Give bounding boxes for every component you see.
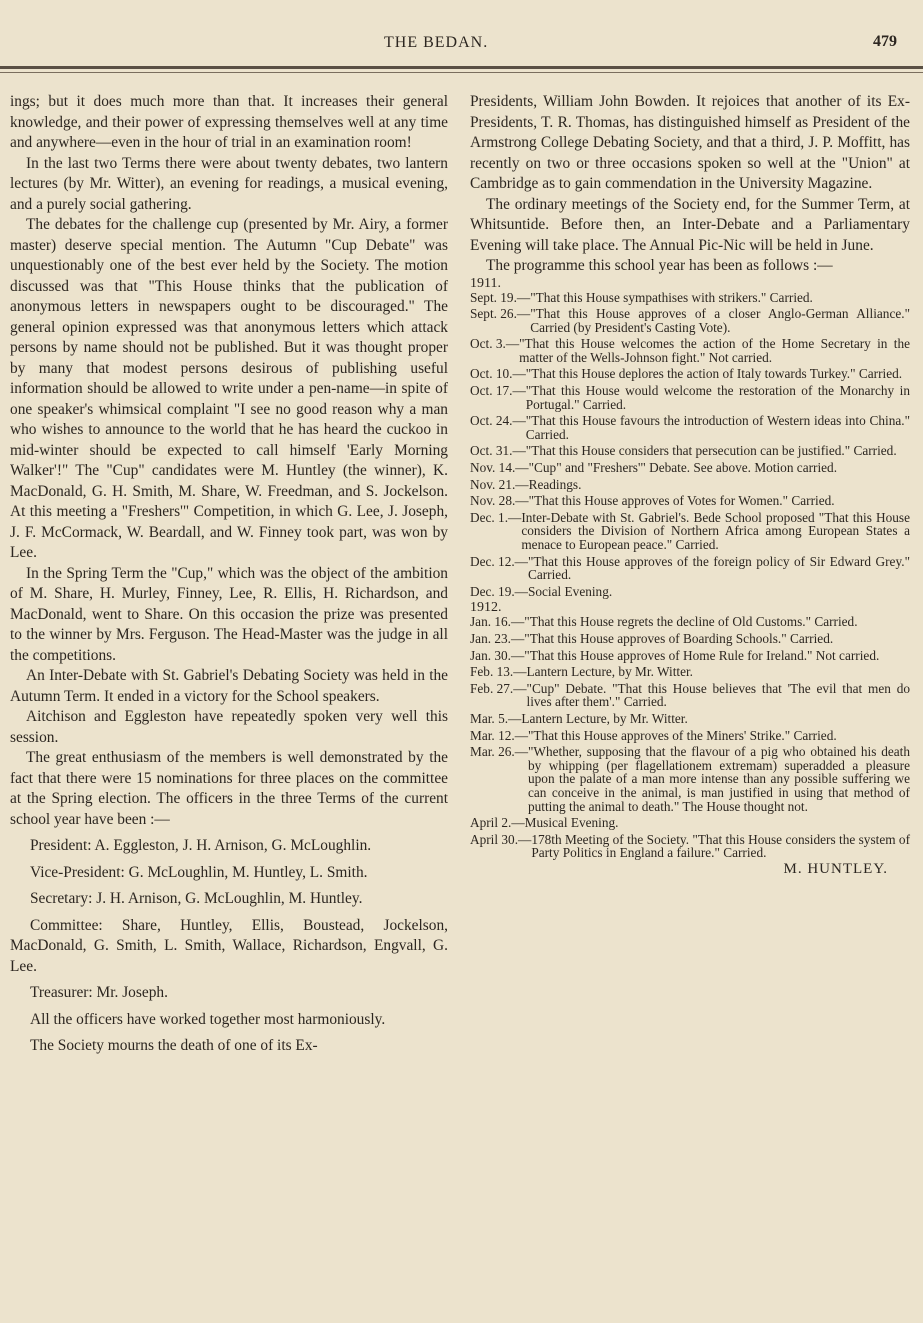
officer-committee: Committee: Share, Huntley, Ellis, Boustead, Jockelson, MacDonald, G. Smith, L. Smith, Wallace, Richardson, Engvall, G. Lee. [10, 916, 448, 975]
entry-date: Oct. 10.— [470, 366, 526, 382]
programme-entry [470, 367, 910, 381]
officer-president: President: A. Eggleston, J. H. Arnison, G. McLoughlin. [30, 837, 372, 854]
entry-date: Nov. 28.— [470, 493, 529, 509]
paragraph: An Inter-Debate with St. Gabriel's Debating Society was held in the Autumn Term. It ended in a victory for the School speakers. [10, 667, 448, 705]
entry-date: Sept. 26.— [470, 306, 531, 322]
entry-text: "Cup" Debate. "That this House believes that 'The evil that men do lives after them'." Carried. [526, 680, 910, 710]
entry-text: "That this House would welcome the restoration of the Monarchy in Portugal." Carried. [525, 383, 910, 412]
programme-entry [470, 615, 910, 629]
programme-entry [470, 649, 910, 663]
programme-entry [470, 682, 910, 709]
entry-date: Oct. 24.— [470, 413, 526, 429]
entry-date: Sept. 19.— [470, 289, 531, 305]
entry-date: April 30.— [470, 831, 532, 847]
entry-date: Jan. 16.— [470, 614, 525, 630]
right-column [470, 92, 910, 878]
programme-entry [470, 337, 910, 364]
programme-entry [470, 665, 910, 679]
signature: M. HUNTLEY. [783, 860, 888, 877]
entry-text: "That this House approves of a closer Anglo-German Alliance." Carried (by President's Casting Vote). [530, 306, 910, 335]
entry-date: Dec. 12.— [470, 553, 528, 569]
entry-text: "That this House regrets the decline of Old Customs." Carried. [524, 614, 858, 630]
running-title: THE BEDAN. [384, 34, 489, 51]
entry-date: Dec. 19.— [470, 583, 528, 599]
entry-text: "That this House approves of Boarding Schools." Carried. [524, 630, 834, 646]
programme-entry [470, 384, 910, 411]
programme-entry [470, 478, 910, 492]
entry-date: Oct. 17.— [470, 383, 526, 399]
programme-entry [470, 833, 910, 860]
entry-text: Lantern Lecture, by Mr. Witter. [526, 664, 693, 680]
entry-text: Readings. [528, 476, 582, 492]
entry-date: Jan. 23.— [470, 630, 525, 646]
officer-vice-president: Vice-President: G. McLoughlin, M. Huntley, L. Smith. [30, 863, 368, 881]
programme-entry [470, 291, 910, 305]
programme-entry [470, 444, 910, 458]
officer-treasurer: Treasurer: Mr. Joseph. [30, 984, 168, 1001]
paragraph: The debates for the challenge cup (presented by Mr. Airy, a former master) deserve special mention. The Autumn "Cup Debate" was unquestionably one of the best ever held by the Society. The motion discussed was that "This House thinks that the publication of anonymous letters in newspapers ought to be discouraged." The general opinion expressed was that anonymous letters which attack persons by name should not be published. But it was thought proper by many that modest persons desirous of publishing useful information should be allowed to write under a pen-name—in spite of one speaker's whimsical complaint "I see no good reason why a man who wishes to announce to the world that he has heard the cuckoo in mid-winter should be expected to call himself 'Early Morning Walker'!" The "Cup" candidates were M. Huntley (the winner), K. MacDonald, G. H. Smith, M. Share, W. Freedman, and S. Jockelson. At this meeting a "Freshers'" Competition, in which G. Lee, J. Joseph, J. F. McCormack, W. Beardall, and W. Finney took part, was won by Lee. [10, 216, 448, 561]
programme-entry [470, 816, 910, 830]
entry-date: April 2.— [470, 815, 525, 831]
entry-text: "That this House considers that persecution can be justified." Carried. [525, 443, 897, 459]
paragraph: The programme this school year has been as follows :— [486, 257, 833, 274]
paragraph: In the last two Terms there were about twenty debates, two lantern lectures (by Mr. Witter), an evening for readings, a musical evening, and a purely social gathering. [10, 154, 448, 213]
programme-entry [470, 461, 910, 475]
entry-text: "That this House welcomes the action of the Home Secretary in the matter of the Wells-Johnson fight." Not carried. [519, 336, 910, 365]
programme-entry [470, 307, 910, 334]
officer-secretary: Secretary: J. H. Arnison, G. McLoughlin, M. Huntley. [30, 890, 363, 907]
entry-date: Nov. 21.— [470, 476, 529, 492]
entry-date: Mar. 5.— [470, 710, 522, 726]
entry-date: Feb. 13.— [470, 664, 527, 680]
programme-year: 1912. [470, 600, 502, 616]
entry-date: Nov. 14.— [470, 460, 529, 476]
header-rule [0, 66, 923, 69]
entry-text: "That this House favours the introduction of Western ideas into China." Carried. [525, 413, 910, 442]
entry-date: Feb. 27.— [470, 680, 527, 696]
entry-date: Mar. 12.— [470, 727, 528, 743]
left-column [10, 92, 448, 1057]
entry-date: Dec. 1.— [470, 509, 522, 525]
programme-entry [470, 585, 910, 599]
programme-entry [470, 745, 910, 813]
paragraph: Presidents, William John Bowden. It rejoices that another of its Ex-Presidents, T. R. Thomas, has distinguished himself as President of the Armstrong College Debating Society, and that a third, J. P. Moffitt, has recently on two or three occasions spoken so well at the "Union" at Cambridge as to gain commendation in the University Magazine. [470, 93, 910, 192]
entry-text: "That this House approves of Home Rule for Ireland." Not carried. [524, 647, 880, 663]
entry-text: "That this House approves of Votes for Women." Carried. [528, 493, 835, 509]
entry-text: "That this House deplores the action of Italy towards Turkey." Carried. [525, 366, 903, 382]
paragraph: The ordinary meetings of the Society end, for the Summer Term, at Whitsuntide. Before then, an Inter-Debate and a Parliamentary Evening will take place. The Annual Pic-Nic will be held in June. [470, 195, 910, 254]
programme-1912 [470, 601, 910, 860]
programme-entry [470, 729, 910, 743]
entry-text: 178th Meeting of the Society. "That this House considers the system of Party Politics in England a failure." Carried. [531, 831, 910, 861]
entry-text: "That this House approves of the Miners' Strike." Carried. [528, 727, 837, 743]
programme-year: 1911. [470, 275, 501, 291]
entry-date: Mar. 26.— [470, 744, 528, 760]
paragraph: In the Spring Term the "Cup," which was the object of the ambition of M. Share, H. Murley, Finney, Lee, R. Ellis, H. Richardson, and MacDonald, went to Share. On this occasion the prize was presented to the winner by Mrs. Ferguson. The Head-Master was the judge in all the competitions. [10, 564, 448, 664]
right-prose [470, 92, 910, 277]
entry-text: Musical Evening. [524, 815, 619, 831]
programme-entry [470, 632, 910, 646]
paragraph: Aitchison and Eggleston have repeatedly spoken very well this session. [10, 708, 448, 746]
paragraph: ings; but it does much more than that. It increases their general knowledge, and their power of expressing themselves well at any time and anywhere—even in the hour of trial in an examination room! [10, 93, 448, 151]
paragraph: The great enthusiasm of the members is well demonstrated by the fact that there were 15 nominations for three places on the committee at the Spring election. The officers in the three Terms of the current school year have been :— [10, 749, 448, 828]
programme-entry [470, 414, 910, 441]
entry-text: Lantern Lecture, by Mr. Witter. [521, 710, 688, 726]
entry-text: "That this House sympathises with strikers." Carried. [530, 289, 813, 305]
entry-date: Jan. 30.— [470, 647, 525, 663]
programme-1911 [470, 277, 910, 599]
entry-date: Oct. 3.— [470, 336, 520, 352]
header-rule-thin [0, 72, 923, 73]
page-header [0, 0, 923, 78]
programme-entry [470, 511, 910, 552]
entry-date: Oct. 31.— [470, 443, 526, 459]
entry-text: Inter-Debate with St. Gabriel's. Bede School proposed "That this House considers the Division of Northern Africa among European States a menace to European peace." Carried. [521, 509, 910, 552]
programme-entry [470, 555, 910, 582]
programme-entry [470, 712, 910, 726]
paragraph: The Society mourns the death of one of its Ex- [30, 1037, 318, 1054]
entry-text: "That this House approves of the foreign policy of Sir Edward Grey." Carried. [527, 553, 910, 583]
entry-text: "Whether, supposing that the flavour of a pig who obtained his death by whipping (per flagellationem extremam) superadded a pleasure upon the palate of a man more intense than any possible suffering we can conceive in the animal, is man justified in using that method of putting the animal to death." The House thought not. [528, 744, 910, 814]
paragraph: All the officers have worked together most harmoniously. [30, 1010, 386, 1028]
page-number: 479 [873, 33, 897, 50]
programme-entry [470, 494, 910, 508]
entry-text: "Cup" and "Freshers'" Debate. See above. Motion carried. [528, 460, 838, 476]
entry-text: Social Evening. [527, 583, 613, 599]
